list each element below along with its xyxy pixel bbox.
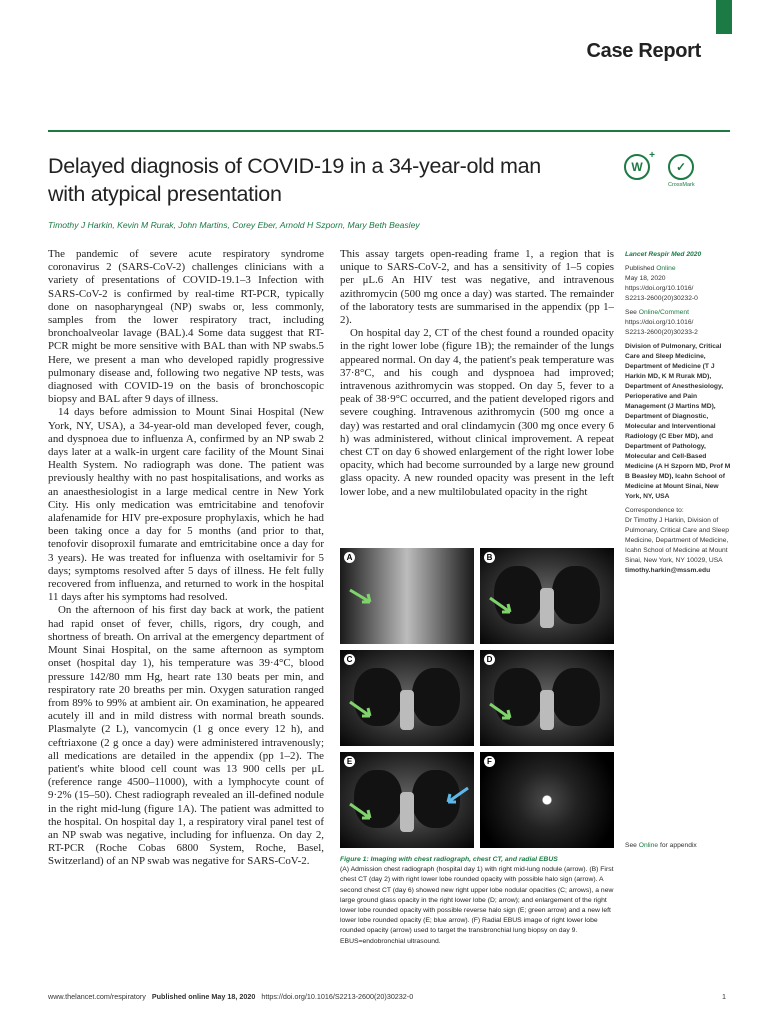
- paragraph: This assay targets open-reading frame 1, a region that is unique to SARS-CoV-2, and has a sensitivity of 1–5 copies per μL.6 An HIV test was negative, and intravenous azithromycin (500 mg once a day) was started. The remainder of the laboratory tests are summarised in the appendix (pp 1–2).: [340, 248, 614, 327]
- crossmark-label: CrossMark: [668, 182, 695, 188]
- figure-panel-b: [480, 548, 614, 644]
- publication-info: [625, 264, 733, 304]
- footer-published: Published online May 18, 2020: [151, 992, 256, 1001]
- w-badge-icon[interactable]: W: [624, 154, 650, 180]
- spine-shape: [400, 792, 414, 832]
- figure-panel-e: [340, 752, 474, 848]
- paragraph: On the afternoon of his first day back at work, the patient had rapid onset of fever, chills, rigors, dry cough, and shortness of breath. On arrival at the emergency department of Mount Sinai Hospital, on the same afternoon as symptom onset (hospital day 1), his temperature was 39·4°C, blood pressure 142/80 mm Hg, heart rate 130 beats per min, and respiratory rate 20 breaths per min. Oxygen saturation ranged from 89% to 99% at ambient air. On examination, he appeared acutely ill and in mild distress with normal breath sounds. Plasmalyte (2 L), vancomycin (1 g once every 12 h), and ceftriaxone (2 g once a day) were administered intravenously; all medications are detailed in the appendix (pp 1–2). The patient's white blood cell count was 13 900 cells per μL (reference range 4500–11000), with a lymphocyte count of 9·2% (15–50). Chest radiograph revealed an ill-defined nodule in the right mid-lung (figure 1A). The patient was admitted to the hospital. On hospital day 1, a respiratory viral panel test of an NP swab was negative, including for influenza. On day 2, RT-PCR (Roche Cobas 6800 System, Roche, Basel, Switzerland) of an NP swab was negative for SARS-CoV-2.: [48, 604, 324, 868]
- lung-shape: [412, 668, 460, 726]
- body-column-2: [340, 248, 614, 499]
- see-also: [625, 308, 733, 338]
- arrow-icon: [488, 596, 518, 620]
- header-rule: [48, 130, 730, 132]
- arrow-icon: [348, 700, 378, 724]
- panel-label: D: [484, 654, 495, 665]
- arrow-icon: [348, 588, 378, 608]
- figure-panel-f: [480, 752, 614, 848]
- figure-panel-d: [480, 650, 614, 746]
- published-date: May 18, 2020: [625, 275, 666, 282]
- lung-shape: [552, 566, 600, 624]
- section-heading: Case Report: [586, 40, 701, 62]
- author-list: Timothy J Harkin, Kevin M Rurak, John Martins, Corey Eber, Arnold H Szporn, Mary Beth Beasley: [48, 220, 420, 230]
- figure-panel-c: [340, 650, 474, 746]
- doi-link-cont[interactable]: S2213-2600(20)30232-0: [625, 295, 698, 302]
- comment-link[interactable]: Online/Comment: [638, 309, 689, 316]
- doi-link[interactable]: https://doi.org/10.1016/: [625, 285, 694, 292]
- caption-body: (A) Admission chest radiograph (hospital day 1) with right mid-lung nodule (arrow). (B) First chest CT (day 2) with right lower lobe rounded opacity with possible halo sign (arrow). A second chest CT (day 6) showed new right upper lobe nodular opacities (C; arrows), a new large ground glass opacity in the right lower lobe (D; arrow); and enlargement of the right lower lobe rounded opacity with possible reverse halo sign (E; green arrow) and a new left lower lobe rounded opacity (E; blue arrow). (F) Radial EBUS image of right lower lobe rounded opacity (arrow) used to target the transbronchial lung biopsy on day 9. EBUS=endobronchial ultrasound.: [340, 866, 614, 945]
- correspondence-address: Dr Timothy J Harkin, Division of Pulmonary, Critical Care and Sleep Medicine, Department of Medicine, Icahn School of Medicine at Mount Sinai, New York, NY 10029, USA: [625, 517, 729, 564]
- correspondence-label: Correspondence to:: [625, 507, 684, 514]
- figure-caption: [340, 855, 616, 947]
- spine-shape: [540, 588, 554, 628]
- correspondence: [625, 506, 733, 576]
- panel-label: A: [344, 552, 355, 563]
- email-link[interactable]: timothy.harkin@mssm.edu: [625, 567, 711, 574]
- article-badges[interactable]: [624, 150, 704, 192]
- blue-arrow-icon: [440, 786, 470, 810]
- body-column-1: [48, 248, 324, 869]
- published-online-link[interactable]: Online: [656, 265, 676, 272]
- appendix-rest: for appendix: [659, 842, 697, 849]
- caption-title: Figure 1: Imaging with chest radiograph, chest CT, and radial EBUS: [340, 856, 558, 863]
- footer-doi-link[interactable]: https://doi.org/10.1016/S2213-2600(20)30232-0: [261, 992, 414, 1001]
- page-footer: [48, 992, 413, 1001]
- appendix-note: [625, 842, 697, 849]
- comment-doi-link[interactable]: https://doi.org/10.1016/: [625, 319, 694, 326]
- spine-shape: [400, 690, 414, 730]
- article-title: Delayed diagnosis of COVID-19 in a 34-year-old man with atypical presentation: [48, 154, 541, 206]
- paragraph: On hospital day 2, CT of the chest found a rounded opacity in the right lower lobe (figure 1B); the remainder of the lungs appeared normal. On day 4, the patient's peak temperature was 37·8°C, and his cough and dyspnoea had improved; intravenous azithromycin was stopped. On day 5, fever to a peak of 38·9°C occurred, and the patient developed rigors and severe coughing. Intravenous azithromycin (500 mg once a day) was restarted and oral clindamycin (300 mg once every 6 h) was administered, without clinical improvement. A repeat chest CT on day 6 showed enlargement of the right lower lobe opacity, which had become surrounded by a large new ground glass opacity. A new rounded opacity was present in the left lower lobe, and a new multilobulated opacity in the right: [340, 327, 614, 498]
- published-label: Published: [625, 265, 655, 272]
- panel-label: B: [484, 552, 495, 563]
- lung-shape: [552, 668, 600, 726]
- figure-1: [340, 548, 616, 848]
- appendix-see: See: [625, 842, 637, 849]
- paragraph: The pandemic of severe acute respiratory syndrome coronavirus 2 (SARS-CoV-2) challenges clinicians with a variety of presentations of COVID-19.1–3 Infection with SARS-CoV-2 is confirmed by real-time RT-PCR, typically done on nasopharyngeal (NP) swabs or, less commonly, samples from the lower respiratory tract, including bronchoalveolar lavage (BAL).4 Some data suggest that RT-PCR might be more sensitive with BAL than with NP swabs.5 Here, we present a man who developed rapidly progressive pulmonary disease and, following two negative NP tests, was diagnosed with COVID-19 on the basis of bronchoscopic biopsy and BAL after 9 days of illness.: [48, 248, 324, 406]
- panel-label: C: [344, 654, 355, 665]
- journal-color-bar: [716, 0, 732, 34]
- comment-doi-link-cont[interactable]: S2213-2600(20)30233-2: [625, 329, 698, 336]
- see-label: See: [625, 309, 637, 316]
- sidebar: [625, 250, 733, 580]
- green-arrow-icon: [348, 802, 378, 826]
- panel-label: F: [484, 756, 495, 767]
- appendix-online-link[interactable]: Online: [638, 842, 659, 849]
- arrow-icon: [488, 702, 518, 726]
- panel-label: E: [344, 756, 355, 767]
- paragraph: 14 days before admission to Mount Sinai Hospital (New York, NY, USA), a 34-year-old man developed fever, cough, and dyspnoea due to influenza A, confirmed by an NP swab 2 days later at a walk-in urgent care facility of the Mount Sinai Health System. No radiograph was done. The patient was previously healthy with no past hospitalisations, and works as an anaesthesiologist in a large medical centre in New York City. His only medication was emtricitabine and tenofovir alafenamide for HIV pre-exposure prophylaxis, which he had been taking once a day for 5 months (and prior to that, tenofovir disoproxil fumarate and emtricitabine once a day for 3 years). He was treated for influenza with oseltamivir for 5 days; symptoms resolved after 5 days of illness. He felt fully recovered from influenza, and returned to work in the hospital 11 days after his symptoms had resolved.: [48, 406, 324, 604]
- footer-site-link[interactable]: www.thelancet.com/respiratory: [48, 992, 146, 1001]
- page-number: 1: [722, 992, 726, 1001]
- spine-shape: [540, 690, 554, 730]
- journal-citation: Lancet Respir Med 2020: [625, 251, 702, 258]
- figure-panel-a: [340, 548, 474, 644]
- affiliations: Division of Pulmonary, Critical Care and Sleep Medicine, Department of Medicine (T J Harkin MD, K M Rurak MD), Department of Anesthesiology, Perioperative and Pain Management (J Martins MD), Department of Diagnostic, Molecular and Interventional Radiology (C Eber MD), and Department of Pathology, Molecular and Cell-Based Medicine (A H Szporn MD, Prof M B Beasley MD), Icahn School of Medicine at Mount Sinai, New York, NY, USA: [625, 343, 731, 500]
- plus-icon[interactable]: +: [649, 150, 655, 161]
- crossmark-icon[interactable]: ✓: [668, 154, 694, 180]
